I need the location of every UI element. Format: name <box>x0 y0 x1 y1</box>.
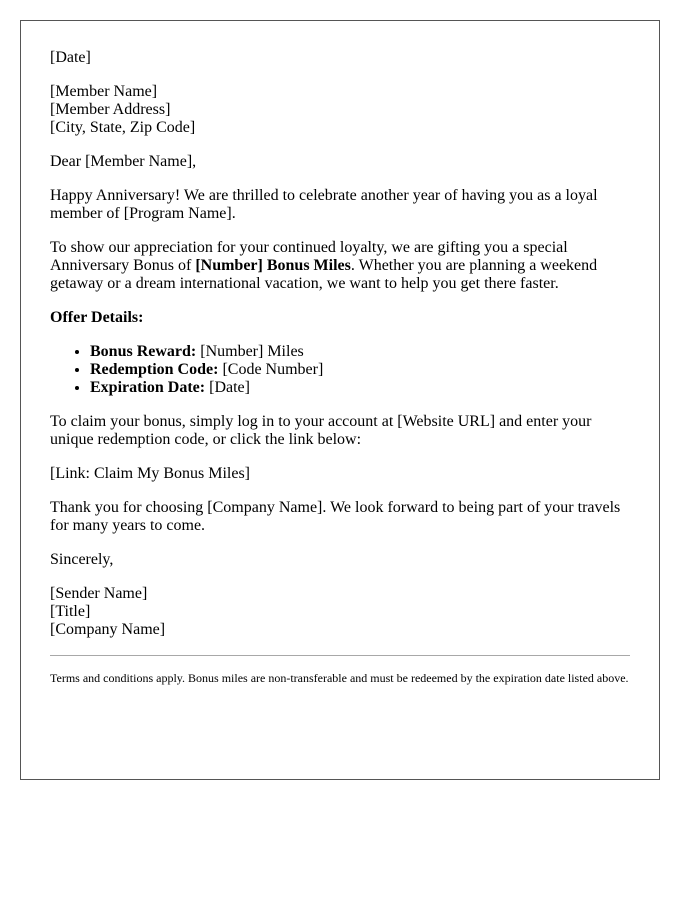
sender-name: [Sender Name] <box>50 585 148 602</box>
offer-item-expiration-date <box>90 379 630 397</box>
intro-paragraph: Happy Anniversary! We are thrilled to celebrate another year of having you as a loyal member of [Program Name]. <box>50 187 598 222</box>
thanks-paragraph: Thank you for choosing [Company Name]. We look forward to being part of your travels for many years to come. <box>50 499 621 534</box>
offer-item-value: [Code Number] <box>218 361 324 378</box>
offer-item-value: [Number] Miles <box>196 343 304 360</box>
sender-title: [Title] <box>50 603 91 620</box>
footer-divider <box>50 655 630 656</box>
appreciation-text-after: . Whether you are planning a weekend getaway or a dream international vacation, we want to help you get there faster. <box>50 257 598 292</box>
offer-details-list <box>50 343 630 397</box>
letter-date: [Date] <box>50 49 91 66</box>
offer-item-bonus-reward <box>90 343 630 361</box>
offer-details-heading: Offer Details: <box>50 309 144 326</box>
offer-item-value: [Date] <box>205 379 250 396</box>
bonus-miles-highlight: [Number] Bonus Miles <box>195 257 351 274</box>
offer-item-label: Redemption Code: <box>90 361 219 378</box>
claim-link: [Link: Claim My Bonus Miles] <box>50 465 250 482</box>
salutation: Dear [Member Name], <box>50 153 197 170</box>
appreciation-text-before: To show our appreciation for your continued loyalty, we are gifting you a special Anniversary Bonus of <box>50 239 568 274</box>
member-address: [Member Address] <box>50 101 171 118</box>
offer-item-label: Expiration Date: <box>90 379 206 396</box>
member-address-block <box>50 83 630 137</box>
member-name: [Member Name] <box>50 83 158 100</box>
terms-footer: Terms and conditions apply. Bonus miles are non-transferable and must be redeemed by the expiration date listed above. <box>50 671 629 685</box>
closing: Sincerely, <box>50 551 114 568</box>
offer-item-label: Bonus Reward: <box>90 343 197 360</box>
signature-block <box>50 585 630 639</box>
letter-page <box>20 20 660 780</box>
member-city-state-zip: [City, State, Zip Code] <box>50 119 196 136</box>
claim-instructions: To claim your bonus, simply log in to your account at [Website URL] and enter your unique redemption code, or click the link below: <box>50 413 592 448</box>
offer-item-redemption-code <box>90 361 630 379</box>
appreciation-paragraph <box>50 239 630 293</box>
sender-company: [Company Name] <box>50 621 166 638</box>
